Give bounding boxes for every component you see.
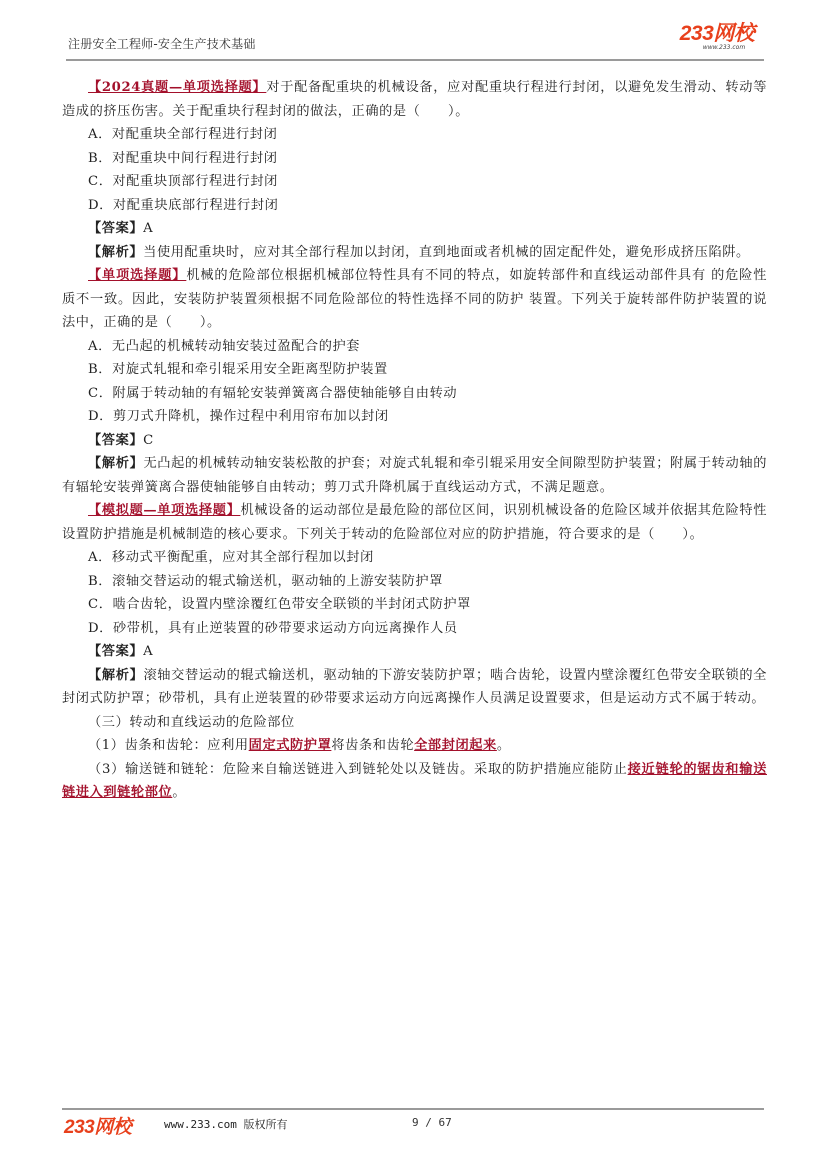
- option-c: C．啮合齿轮，设置内壁涂覆红色带安全联锁的半封闭式防护罩: [88, 597, 471, 612]
- answer-label: 【答案】: [88, 644, 144, 659]
- page-footer: [64, 1112, 764, 1136]
- question-tag: 【单项选择题】: [88, 268, 187, 283]
- brand-logo-text: 233网校: [679, 22, 755, 45]
- note-item-3: [62, 758, 767, 805]
- answer-value: C: [143, 432, 154, 448]
- question-text: 机械设备的运动部位是最危险的部位区间，识别机械设备的危险区域并依据其危险特性设置防护措施是机械制造的核心要求。下列关于转动的危险部位对应的防护措施，符合要求的是（ ）。: [62, 503, 768, 542]
- answer-row: [62, 640, 767, 664]
- option-d: D．剪刀式升降机，操作过程中利用帘布加以封闭: [88, 409, 389, 424]
- analysis-label: 【解析】: [88, 667, 144, 683]
- section-heading: （三）转动和直线运动的危险部位: [88, 714, 295, 730]
- analysis-row: [62, 452, 767, 499]
- brand-logo: [672, 24, 762, 52]
- question-text: 机械的危险部位根据机械部位特性具有不同的特点，如旋转部件和直线运动部件具有 的危险性质不一致。因此，安装防护装置须根据不同危险部位的特性选择不同的防护 装置。下列关于旋转部件防护装置的说法中，正确的是（ ）。: [62, 268, 768, 330]
- option-b: B．滚轴交替运动的辊式输送机，驱动轴的上游安装防护罩: [88, 573, 443, 589]
- option-b: B．对配重块中间行程进行封闭: [88, 150, 278, 166]
- question-block-2: [62, 264, 767, 499]
- note-text: 。: [496, 738, 511, 753]
- question-block-1: [62, 76, 767, 264]
- option-a: A．移动式平衡配重，应对其全部行程加以封闭: [88, 550, 374, 565]
- highlight-term: 固定式防护罩: [248, 738, 332, 753]
- option-b: B．对旋式轧辊和牵引辊采用安全距离型防护装置: [88, 362, 388, 377]
- answer-value: A: [143, 221, 154, 236]
- question-stem: [62, 264, 767, 335]
- question-stem: [62, 499, 767, 546]
- note-text: 将齿条和齿轮: [331, 738, 415, 753]
- answer-label: 【答案】: [88, 221, 144, 236]
- analysis-text: 当使用配重块时，应对其全部行程加以封闭，直到地面或者机械的固定配件处，避免形成挤压陷阱。: [143, 244, 750, 260]
- analysis-label: 【解析】: [88, 244, 144, 260]
- analysis-row: [62, 664, 767, 711]
- header-divider: [66, 59, 764, 61]
- brand-logo-url: www.233.com: [702, 44, 746, 51]
- page-content: [62, 76, 767, 805]
- note-text: （3）输送链和链轮：危险来自输送链进入到链轮处以及链齿。采取的防护措施应能防止: [88, 761, 628, 777]
- section-notes: [62, 711, 767, 805]
- option-c: C．附属于转动轴的有辐轮安装弹簧离合器使轴能够自由转动: [88, 385, 458, 401]
- page-number: 9 / 67: [412, 1116, 452, 1129]
- highlight-term: 接近链轮的锯齿和输送链进入到链轮部位: [62, 761, 767, 800]
- note-text: （1）齿条和齿轮：应利用: [88, 738, 249, 753]
- question-tag: 【模拟题—单项选择题】: [88, 503, 241, 518]
- analysis-row: [62, 241, 767, 265]
- option-d: D．砂带机，具有止逆装置的砂带要求运动方向远离操作人员: [88, 620, 458, 636]
- option-d: D．对配重块底部行程进行封闭: [88, 197, 279, 213]
- question-stem: [62, 76, 767, 123]
- footer-brand-logo: 233网校: [64, 1117, 132, 1138]
- option-a: A．对配重块全部行程进行封闭: [88, 127, 278, 142]
- answer-row: [62, 429, 767, 453]
- highlight-term: 全部封闭起来: [414, 738, 497, 753]
- analysis-label: 【解析】: [88, 456, 144, 471]
- footer-divider: [62, 1108, 764, 1110]
- note-text: 。: [172, 785, 187, 800]
- question-text: 对于配备配重块的机械设备，应对配重块行程进行封闭，以避免发生滑动、转动等造成的挤压伤害。关于配重块行程封闭的做法，正确的是（ ）。: [62, 80, 767, 119]
- option-c: C．对配重块顶部行程进行封闭: [88, 174, 278, 189]
- answer-label: 【答案】: [88, 432, 144, 448]
- analysis-text: 无凸起的机械转动轴安装松散的护套；对旋式轧辊和牵引辊采用安全间隙型防护装置；附属于转动轴的有辐轮安装弹簧离合器使轴能够自由转动；剪刀式升降机属于直线运动方式，不满足题意。: [62, 456, 767, 495]
- document-title: 注册安全工程师-安全生产技术基础: [68, 37, 256, 51]
- page-header: [66, 22, 764, 62]
- question-tag: 【2024真题—单项选择题】: [88, 80, 267, 95]
- note-item-1: [62, 734, 767, 758]
- analysis-text: 滚轴交替运动的辊式输送机，驱动轴的下游安装防护罩；啮合齿轮，设置内壁涂覆红色带安全联锁的全封闭式防护罩；砂带机，具有止逆装置的砂带要求运动方向远离操作人员满足设置要求，但是运动方式不属于转动。: [62, 667, 767, 706]
- answer-row: [62, 217, 767, 241]
- answer-value: A: [143, 644, 154, 659]
- question-block-3: [62, 499, 767, 711]
- option-a: A．无凸起的机械转动轴安装过盈配合的护套: [88, 338, 361, 354]
- footer-copyright: www.233.com 版权所有: [164, 1118, 288, 1131]
